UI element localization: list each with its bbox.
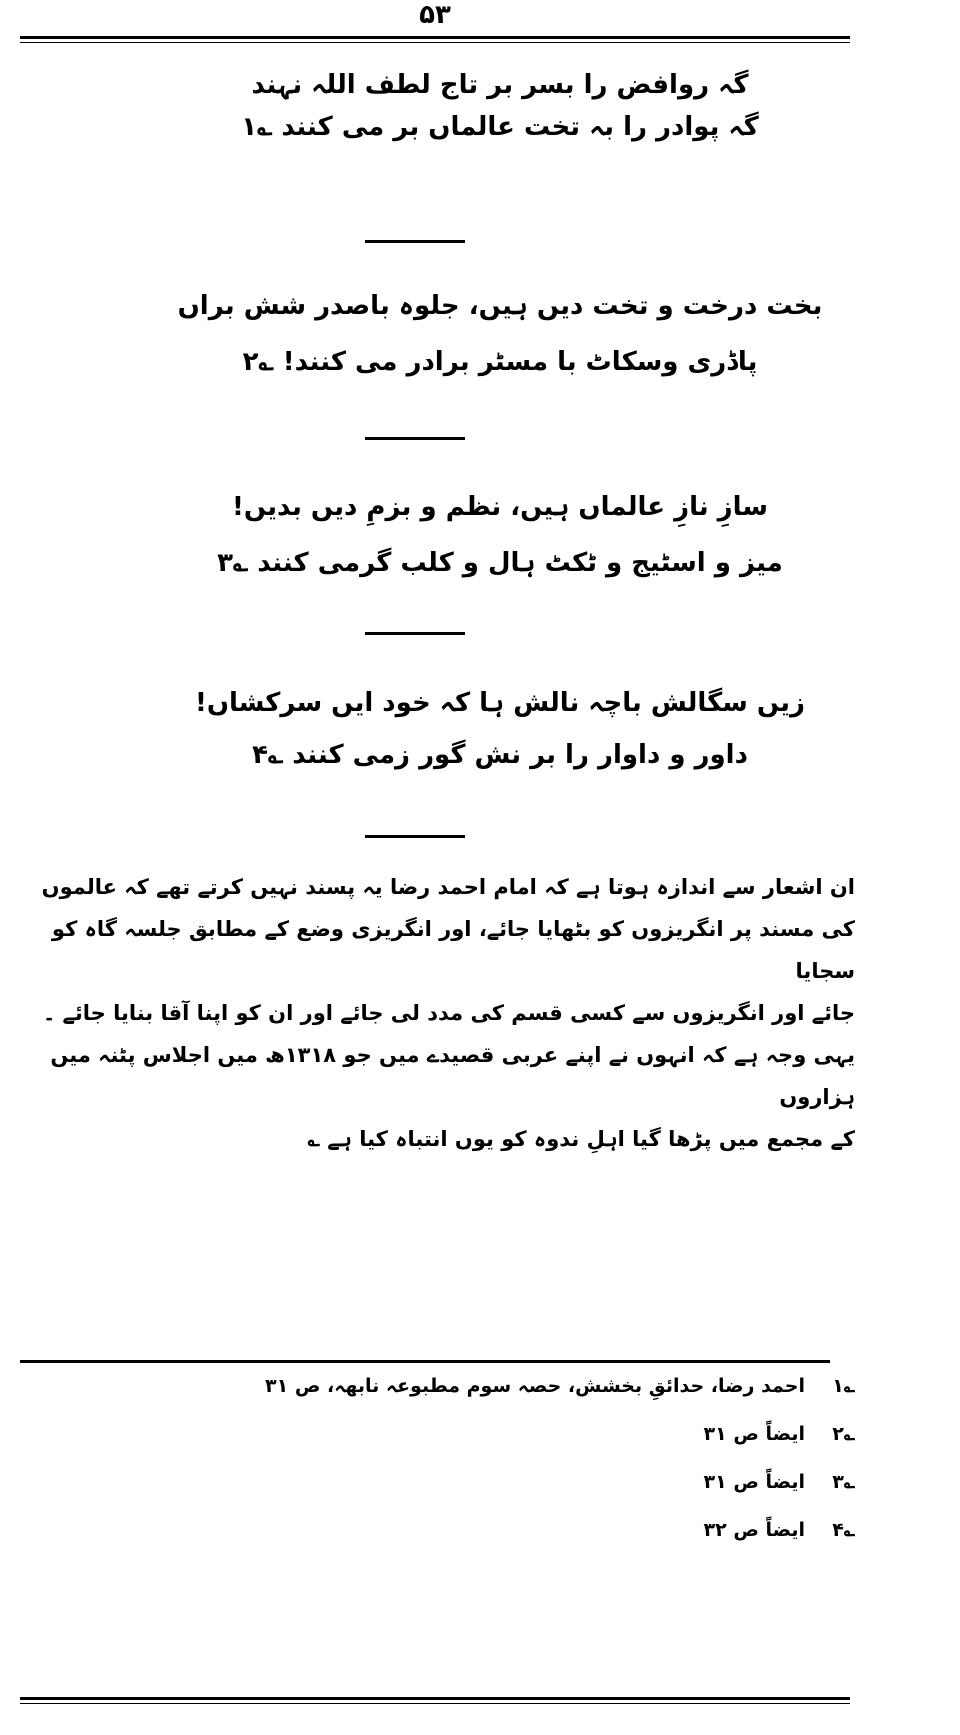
couplet-3 bbox=[150, 486, 850, 584]
separator bbox=[365, 240, 465, 243]
footnote bbox=[250, 1362, 855, 1410]
verse-line: پاڈری وسکاٹ با مسٹر برادر می کنند! ؎۲ bbox=[242, 347, 758, 377]
footnote bbox=[250, 1506, 855, 1554]
paragraph-line: جائے اور انگریزوں سے کسی قسم کی مدد لی جائے اور ان کو اپنا آقا بنایا جائے ۔ bbox=[42, 1001, 855, 1025]
verse-line: بخت درخت و تخت دیں ہیں، جلوہ باصدر شش براں bbox=[177, 291, 823, 321]
header-rule-thin bbox=[20, 42, 850, 43]
separator bbox=[365, 437, 465, 440]
verse-line: زیں سگالش باچہ نالش ہا کہ خود ایں سرکشاں! bbox=[195, 688, 805, 718]
footer-rule bbox=[20, 1697, 850, 1700]
footnote-text: ایضاً ص ۳۱ bbox=[703, 1471, 805, 1493]
verse-line: داور و داوار را بر نش گور زمی کنند ؎۴ bbox=[252, 740, 748, 770]
footnote-mark: ؎۴ bbox=[832, 1519, 855, 1541]
footnote-mark: ؎۱ bbox=[832, 1375, 855, 1397]
footnote bbox=[250, 1458, 855, 1506]
footnote-text: احمد رضا، حدائقِ بخشش، حصہ سوم مطبوعہ نابھہ، ص ۳۱ bbox=[265, 1375, 805, 1397]
footnote-text: ایضاً ص ۳۲ bbox=[703, 1519, 805, 1541]
separator bbox=[365, 632, 465, 635]
separator bbox=[365, 835, 465, 838]
footnote-mark: ؎۲ bbox=[832, 1423, 855, 1445]
footnotes bbox=[250, 1362, 855, 1554]
paragraph-line: کے مجمع میں پڑھا گیا اہلِ ندوہ کو یوں انتباہ کیا ہے ؎ bbox=[307, 1127, 855, 1151]
footnote-text: ایضاً ص ۳۱ bbox=[703, 1423, 805, 1445]
couplet-2 bbox=[150, 285, 850, 383]
verse-line: گہ پوادر را بہ تخت عالماں بر می کنند ؎۱ bbox=[241, 112, 759, 142]
header-rule bbox=[20, 36, 850, 39]
verse-line: گہ روافض را بسر بر تاج لطف اللہ نہند bbox=[251, 70, 749, 100]
footer-rule-thin bbox=[20, 1703, 850, 1704]
verse-line: سازِ نازِ عالماں ہیں، نظم و بزمِ دیں بدیں! bbox=[232, 492, 768, 522]
page-number: ۵۳ bbox=[419, 0, 451, 30]
couplet-4 bbox=[150, 682, 850, 776]
paragraph-line: ان اشعار سے اندازہ ہوتا ہے کہ امام احمد رضا یہ پسند نہیں کرتے تھے کہ عالموں bbox=[41, 875, 855, 899]
verse-line: میز و اسٹیج و ٹکٹ ہال و کلب گرمی کنند ؎۳ bbox=[217, 548, 783, 578]
paragraph-line: یہی وجہ ہے کہ انہوں نے اپنے عربی قصیدے میں جو ۱۳۱۸ھ میں اجلاس پٹنہ میں ہزاروں bbox=[50, 1043, 855, 1109]
footnote bbox=[250, 1410, 855, 1458]
body-paragraph bbox=[40, 866, 855, 1160]
footnote-mark: ؎۳ bbox=[832, 1471, 855, 1493]
paragraph-line: کی مسند پر انگریزوں کو بٹھایا جائے، اور انگریزی وضع کے مطابق جلسہ گاہ کو سجایا bbox=[51, 917, 855, 983]
couplet-1 bbox=[150, 64, 850, 148]
